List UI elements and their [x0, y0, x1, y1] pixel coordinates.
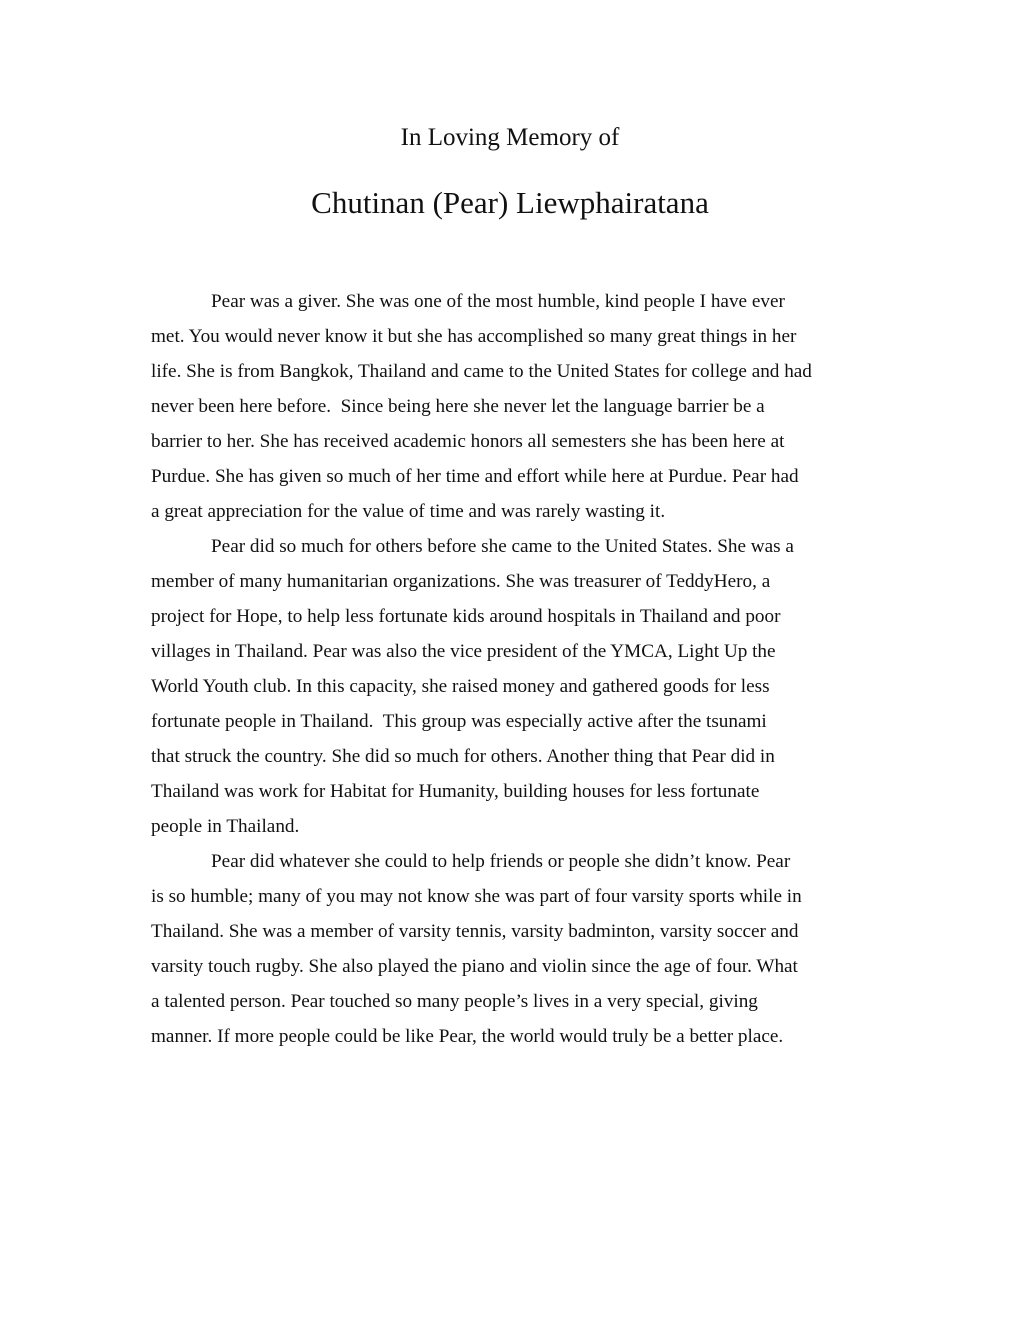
text-line: met. You would never know it but she has accomplished so many great things in her — [151, 326, 797, 347]
text-line: varsity touch rugby. She also played the piano and violin since the age of four. What — [151, 956, 798, 977]
memorial-pretitle: In Loving Memory of — [400, 124, 620, 151]
text-line: never been here before. Since being here she never let the language barrier be a — [151, 396, 765, 417]
text-line: people in Thailand. — [151, 816, 300, 837]
text-line: fortunate people in Thailand. This group was especially active after the tsunami — [151, 711, 767, 732]
text-line: World Youth club. In this capacity, she raised money and gathered goods for less — [151, 676, 770, 697]
text-line: life. She is from Bangkok, Thailand and came to the United States for college and had — [151, 361, 812, 382]
paragraph-2 — [151, 529, 871, 844]
text-line: manner. If more people could be like Pear, the world would truly be a better place. — [151, 1026, 784, 1047]
text-line: Purdue. She has given so much of her time and effort while here at Purdue. Pear had — [151, 466, 799, 487]
text-line: a talented person. Pear touched so many people’s lives in a very special, giving — [151, 991, 758, 1012]
memorial-name: Chutinan (Pear) Liewphairatana — [311, 185, 709, 220]
text-line: barrier to her. She has received academic honors all semesters she has been here at — [151, 431, 785, 452]
text-line: member of many humanitarian organizations. She was treasurer of TeddyHero, a — [151, 571, 771, 592]
text-line: project for Hope, to help less fortunate kids around hospitals in Thailand and poor — [151, 606, 781, 627]
paragraph-1 — [151, 284, 871, 529]
text-line: Thailand was work for Habitat for Humanity, building houses for less fortunate — [151, 781, 760, 802]
text-line: villages in Thailand. Pear was also the vice president of the YMCA, Light Up the — [151, 641, 776, 662]
text-line: that struck the country. She did so much for others. Another thing that Pear did in — [151, 746, 775, 767]
text-line: Pear did whatever she could to help friends or people she didn’t know. Pear — [211, 851, 791, 872]
paragraph-3 — [151, 844, 871, 1054]
text-line: a great appreciation for the value of time and was rarely wasting it. — [151, 501, 666, 522]
text-line: is so humble; many of you may not know she was part of four varsity sports while in — [151, 886, 802, 907]
text-line: Thailand. She was a member of varsity tennis, varsity badminton, varsity soccer and — [151, 921, 799, 942]
text-line: Pear did so much for others before she came to the United States. She was a — [211, 536, 794, 557]
text-line: Pear was a giver. She was one of the most humble, kind people I have ever — [211, 291, 785, 312]
memorial-body — [151, 284, 871, 1054]
